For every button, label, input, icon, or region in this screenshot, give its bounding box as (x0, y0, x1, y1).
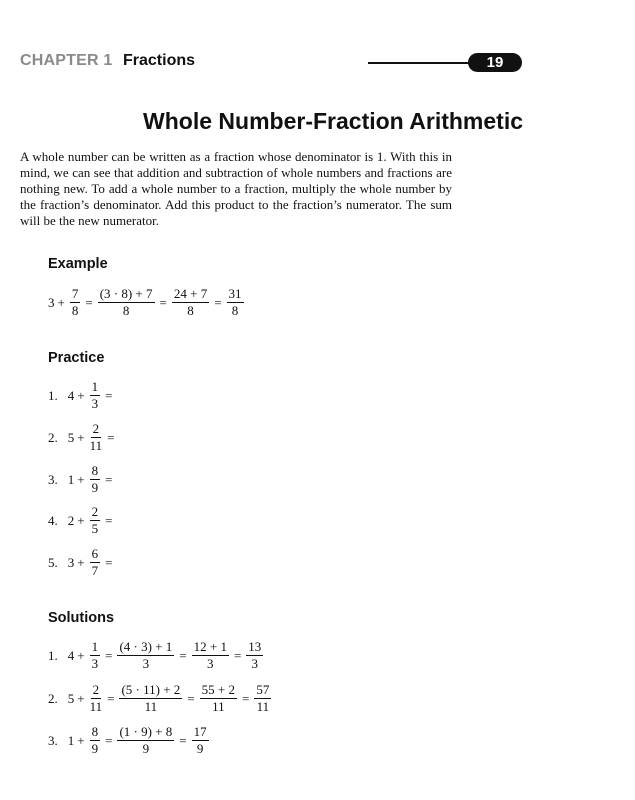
whole-number: 4 (67, 647, 75, 663)
fraction-denominator: 7 (91, 563, 99, 578)
fraction-numerator: 55 + 2 (201, 682, 235, 697)
whole-number: 1 (67, 732, 75, 748)
math-operator: = (105, 471, 113, 487)
fraction-denominator: 8 (231, 303, 239, 318)
fraction-numerator: (1 · 9) + 8 (119, 724, 173, 739)
item-number: 5. (48, 554, 58, 570)
fraction (90, 725, 101, 756)
fraction-numerator: (3 · 8) + 7 (99, 286, 153, 301)
fraction-numerator: 57 (256, 682, 270, 697)
fraction (200, 683, 237, 714)
fraction-denominator: 3 (142, 656, 150, 671)
example-heading: Example (48, 256, 108, 272)
math-operator: = (105, 387, 113, 403)
math-operator: = (107, 690, 115, 706)
fraction-denominator: 9 (142, 741, 150, 756)
solution-item (48, 683, 273, 714)
math-operator: + (77, 471, 85, 487)
practice-item (48, 505, 115, 536)
math-operator: + (57, 294, 65, 310)
practice-item (48, 547, 115, 578)
item-number: 2. (48, 429, 58, 445)
fraction (254, 683, 271, 714)
fraction-denominator: 3 (251, 656, 259, 671)
fraction-numerator: 2 (92, 682, 100, 697)
math-operator: + (77, 732, 85, 748)
math-operator: = (85, 294, 93, 310)
math-operator: + (77, 429, 85, 445)
fraction-denominator: 9 (91, 741, 99, 756)
fraction (117, 725, 174, 756)
example-equation (48, 287, 246, 318)
math-operator: = (105, 732, 113, 748)
fraction-denominator: 3 (207, 656, 214, 671)
solution-item (48, 725, 211, 756)
fraction-denominator: 9 (91, 480, 99, 495)
fraction-numerator: 2 (91, 504, 99, 519)
page-number-badge: 19 (468, 53, 522, 72)
fraction-numerator: 12 + 1 (193, 639, 227, 654)
fraction-denominator: 8 (122, 303, 130, 318)
math-operator: = (107, 429, 115, 445)
math-operator: = (233, 647, 242, 663)
fraction (90, 380, 101, 411)
chapter-topic: Fractions (123, 52, 196, 69)
fraction-denominator: 9 (196, 741, 204, 756)
math-operator: + (77, 690, 85, 706)
math-operator: = (105, 554, 113, 570)
fraction (90, 505, 101, 536)
fraction-numerator: 8 (91, 463, 99, 478)
fraction-numerator: 13 (248, 639, 262, 654)
math-operator: + (77, 512, 85, 528)
whole-number: 5 (67, 429, 75, 445)
math-operator: = (179, 647, 187, 663)
item-number: 2. (48, 690, 58, 706)
whole-number: 4 (67, 387, 75, 403)
item-number: 1. (48, 387, 58, 403)
intro-paragraph: A whole number can be written as a fraction whose denominator is 1. With this in mind, we can see that addition and subtraction of whole numbers and fractions are nothing new. To add a whole number to a fraction, multiply the whole number by the fraction’s denominator. Add this product to the fraction’s numerator. The sum will be the new numerator. (20, 149, 452, 228)
practice-item (48, 464, 115, 495)
practice-heading: Practice (48, 350, 105, 366)
fraction (90, 547, 101, 578)
fraction-denominator: 8 (187, 303, 194, 318)
fraction-denominator: 11 (144, 699, 158, 714)
fraction-denominator: 8 (71, 303, 79, 318)
fraction (192, 725, 209, 756)
fraction-numerator: 7 (71, 286, 79, 301)
fraction-denominator: 3 (91, 656, 99, 671)
math-operator: = (214, 294, 222, 310)
chapter-label: CHAPTER 1 (20, 52, 113, 69)
fraction (70, 287, 81, 318)
item-number: 3. (48, 732, 58, 748)
fraction (227, 287, 244, 318)
fraction (90, 464, 101, 495)
fraction-numerator: 2 (92, 421, 100, 436)
fraction (172, 287, 209, 318)
item-number: 4. (48, 512, 58, 528)
fraction-denominator: 11 (89, 438, 103, 453)
math-operator: = (105, 512, 113, 528)
fraction-numerator: 17 (193, 724, 207, 739)
fraction (90, 683, 103, 714)
fraction-denominator: 11 (89, 699, 103, 714)
fraction (119, 683, 182, 714)
fraction-denominator: 11 (212, 699, 225, 714)
practice-item (48, 422, 117, 453)
fraction-denominator: 5 (91, 521, 99, 536)
item-number: 3. (48, 471, 58, 487)
math-operator: + (77, 387, 85, 403)
solution-item (48, 640, 265, 671)
fraction (117, 640, 174, 671)
math-operator: = (105, 647, 113, 663)
math-operator: = (242, 690, 250, 706)
fraction-numerator: 1 (91, 639, 99, 654)
math-operator: = (159, 294, 167, 310)
item-number: 1. (48, 647, 58, 663)
fraction-numerator: 31 (228, 286, 242, 301)
whole-number: 3 (67, 554, 75, 570)
fraction (192, 640, 229, 671)
fraction (246, 640, 263, 671)
fraction-numerator: 24 + 7 (173, 286, 208, 301)
fraction-denominator: 11 (256, 699, 270, 714)
whole-number: 1 (67, 471, 75, 487)
fraction-numerator: 1 (91, 379, 99, 394)
fraction-numerator: 6 (91, 546, 99, 561)
fraction-numerator: (5 · 11) + 2 (121, 682, 181, 697)
solutions-heading: Solutions (48, 610, 115, 626)
whole-number: 2 (67, 512, 75, 528)
fraction-numerator: (4 · 3) + 1 (119, 639, 173, 654)
fraction (90, 640, 101, 671)
math-operator: + (77, 647, 85, 663)
practice-item (48, 380, 115, 411)
page-title: Whole Number-Fraction Arithmetic (143, 108, 523, 134)
fraction (98, 287, 155, 318)
fraction (90, 422, 103, 453)
whole-number: 3 (48, 294, 55, 310)
math-operator: = (179, 732, 187, 748)
fraction-numerator: 8 (91, 724, 99, 739)
math-operator: = (187, 690, 195, 706)
fraction-denominator: 3 (91, 396, 99, 411)
whole-number: 5 (67, 690, 75, 706)
header-rule (368, 62, 478, 64)
math-operator: + (77, 554, 85, 570)
